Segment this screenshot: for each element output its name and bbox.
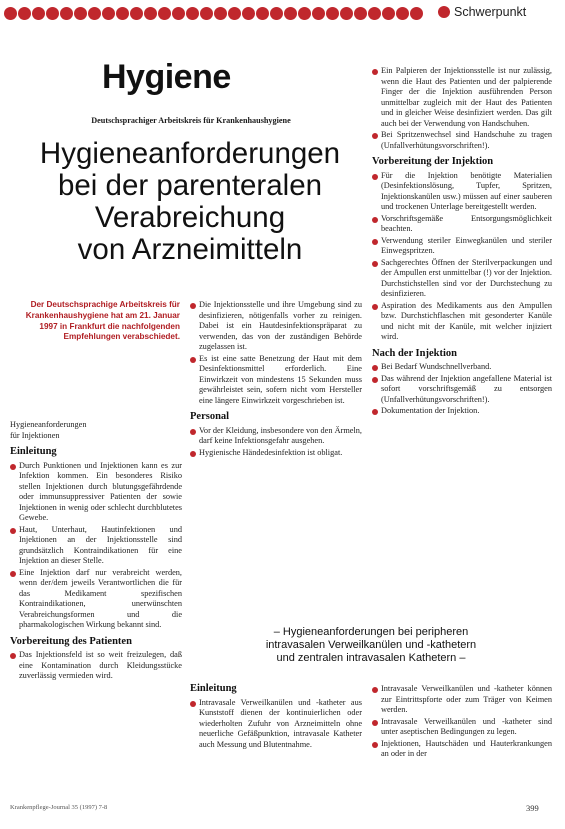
section-dot-icon: [438, 6, 450, 18]
decorative-dot-icon: [88, 7, 101, 20]
bullet-item: Injektionen, Hautschäden und Hauterkrankungen an oder in der: [372, 739, 552, 760]
decorative-dot-icon: [214, 7, 227, 20]
decorative-dot-icon: [284, 7, 297, 20]
section-banner: [196, 626, 546, 665]
column-1-label: [10, 420, 182, 441]
bullet-item: Vor der Kleidung, insbesondere von den Ärmeln, darf keine Infektionsgefahr ausgehen.: [190, 426, 362, 447]
bullet-item: Dokumentation der Injektion.: [372, 406, 552, 417]
label-line-1: Hygieneanforderungen: [10, 420, 87, 429]
bullet-item: Das Injektionsfeld ist so weit freizulegen, daß eine Kontamination durch Kleidungsstücke zuverlässig vermieden wird.: [10, 650, 182, 682]
column-3-lower: [372, 684, 552, 761]
column-2-lower: [190, 684, 362, 751]
decorative-dot-icon: [326, 7, 339, 20]
bullet-item: Intravasale Verweilkanülen und -katheter können zur Eintrittspforte oder zum Träger von Keimen werden.: [372, 684, 552, 716]
bullet-item: Das während der Injektion angefallene Material ist sofort vorschriftsgemäß zu entsorgen (Unfallverhütungsvorschriften!).: [372, 374, 552, 406]
decorative-dot-icon: [130, 7, 143, 20]
bullet-item: Die Injektionsstelle und ihre Umgebung sind zu desinfizieren, nötigenfalls vorher zu reinigen. Dabei ist ein Hautdesinfektionspräparat zu verwenden, das von der zuständigen Behörde zugelassen ist.: [190, 300, 362, 353]
decorative-dot-icon: [116, 7, 129, 20]
column-2: [190, 300, 362, 459]
decorative-dot-icon: [396, 7, 409, 20]
bullet-item: Eine Injektion darf nur verabreicht werden, wenn der/dem jeweils Verantwortlichen die für das Medikament spezifischen Kontraindikationen, unerwünschten Verabreichungsformen und die pharmakologischen Wirkung bekannt sind.: [10, 568, 182, 631]
headline-line-3: Verabreichung: [94, 201, 286, 234]
column-3: [372, 66, 552, 418]
bullet-item: Verwendung steriler Einwegkanülen und steriler Einwegspritzen.: [372, 236, 552, 257]
heading-einleitung: Einleitung: [10, 446, 57, 457]
decorative-dot-icon: [340, 7, 353, 20]
section-tag: [438, 5, 526, 19]
bullet-item: Ein Palpieren der Injektionsstelle ist nur zulässig, wenn die Haut des Patienten und der palpierende Finger der die Injektion ausführenden Person unmittelbar zugleich mit der Haut des Patienten und in gleicher Weise desinfiziert werden. Das gilt auch bei der Verwendung von Handschuhen.: [372, 66, 552, 129]
bullet-item: Aspiration des Medikaments aus den Ampullen bzw. Durchstichflaschen mit gesonderter Kanüle und nicht mit der Kanüle, mit welcher injiziert wird.: [372, 301, 552, 343]
heading-vorbereitung-patient: Vorbereitung des Patienten: [10, 635, 132, 647]
decorative-dot-icon: [312, 7, 325, 20]
label-line-2: für Injektionen: [10, 430, 60, 440]
bullet-item: Bei Spritzenwechsel sind Handschuhe zu tragen (Unfallverhütungsvorschriften!).: [372, 130, 552, 151]
decorative-dot-icon: [354, 7, 367, 20]
headline-line-2: bei der parenteralen: [57, 169, 323, 202]
decorative-dot-icon: [144, 7, 157, 20]
bullet-item: Für die Injektion benötigte Materialien (Desinfektionslösung, Tupfer, Spritzen, Injektionskanülen usw.) müssen auf einer sauberen und trockenen Unterlage bereitgestellt werden.: [372, 171, 552, 213]
decorative-dot-icon: [256, 7, 269, 20]
decorative-dot-icon: [368, 7, 381, 20]
decorative-dot-icon: [74, 7, 87, 20]
decorative-dot-icon: [60, 7, 73, 20]
heading-personal: Personal: [190, 411, 230, 422]
heading-vorbereitung-injektion: Vorbereitung der Injektion: [372, 156, 494, 167]
intro-paragraph: Der Deutschsprachige Arbeitskreis für Krankenhaushygiene hat am 21. Januar 1997 in Frankfurt die nachfolgenden Empfehlungen verabschiedet.: [25, 300, 180, 342]
decorative-dot-icon: [270, 7, 283, 20]
banner-line-1: – Hygieneanforderungen bei peripheren: [273, 626, 469, 638]
decorative-dot-icon: [242, 7, 255, 20]
decorative-dot-icon: [410, 7, 423, 20]
section-label: Schwerpunkt: [454, 5, 527, 19]
bullet-item: Bei Bedarf Wundschnellverband.: [372, 362, 552, 373]
banner-line-3: und zentralen intravasalen Kathetern –: [276, 652, 466, 664]
decorative-dot-icon: [158, 7, 171, 20]
decorative-dot-icon: [18, 7, 31, 20]
decorative-dot-icon: [4, 7, 17, 20]
hygiene-logo: Hygiene: [102, 58, 231, 96]
footer-citation: Krankenpflege-Journal 35 (1997) 7-8: [10, 804, 108, 811]
decorative-dot-icon: [186, 7, 199, 20]
decorative-dot-icon: [200, 7, 213, 20]
column-1: [10, 420, 182, 683]
publisher-subtitle: Deutschsprachiger Arbeitskreis für Krankenhaushygiene: [91, 116, 291, 125]
headline-line-4: von Arzneimitteln: [77, 233, 303, 266]
decorative-dot-icon: [298, 7, 311, 20]
bullet-item: Intravasale Verweilkanülen und -katheter aus Kunststoff dienen der kontinuierlichen oder wiederholten Zufuhr von Arzneimitteln ohne neuerliche Gefäßpunktion, intravasale Katheter auch Messung und Blutentnahme.: [190, 698, 362, 751]
page-number: 399: [526, 803, 539, 813]
decorative-dot-icon: [228, 7, 241, 20]
decorative-dot-row: [4, 7, 434, 21]
bullet-item: Durch Punktionen und Injektionen kann es zur Infektion kommen. Ein besonderes Risiko stellen Injektionen durch blutungsgefährdende oder immunsuppressiver Patienten der sowie Injektionen in wenig oder schlecht durchblutetes Gewebe.: [10, 461, 182, 524]
bullet-item: Sachgerechtes Öffnen der Sterilverpackungen und der Ampullen erst unmittelbar (!) vor der Injektion. Durchstichstellen sind vor der Durchstechung zu desinfizieren.: [372, 258, 552, 300]
bullet-item: Haut, Unterhaut, Hautinfektionen und Injektionen an der Injektionsstelle sind grundsätzlich Kontraindikationen für eine Injektion an dieser Stelle.: [10, 525, 182, 567]
bullet-item: Vorschriftsgemäße Entsorgungsmöglichkeit beachten.: [372, 214, 552, 235]
decorative-dot-icon: [32, 7, 45, 20]
decorative-dot-icon: [382, 7, 395, 20]
bullet-item: Intravasale Verweilkanülen und -katheter sind unter aseptischen Bedingungen zu legen.: [372, 717, 552, 738]
bullet-item: Hygienische Händedesinfektion ist obligat.: [190, 448, 362, 459]
headline-line-1: Hygieneanforderungen: [39, 137, 341, 170]
heading-nach-injektion: Nach der Injektion: [372, 347, 457, 359]
decorative-dot-icon: [102, 7, 115, 20]
bullet-item: Es ist eine satte Benetzung der Haut mit dem Desinfektionsmittel erforderlich. Eine Einwirkzeit von mindestens 15 Sekunden muss gewährleistet sein, sofern nicht vom Hersteller eine längere Einwirkzeit vorgeschrieben ist.: [190, 354, 362, 407]
banner-line-2: intravasalen Verweilkanülen und -kathetern: [265, 639, 477, 651]
decorative-dot-icon: [46, 7, 59, 20]
article-headline: [20, 138, 360, 266]
heading-einleitung-2: Einleitung: [190, 683, 237, 694]
decorative-dot-icon: [172, 7, 185, 20]
